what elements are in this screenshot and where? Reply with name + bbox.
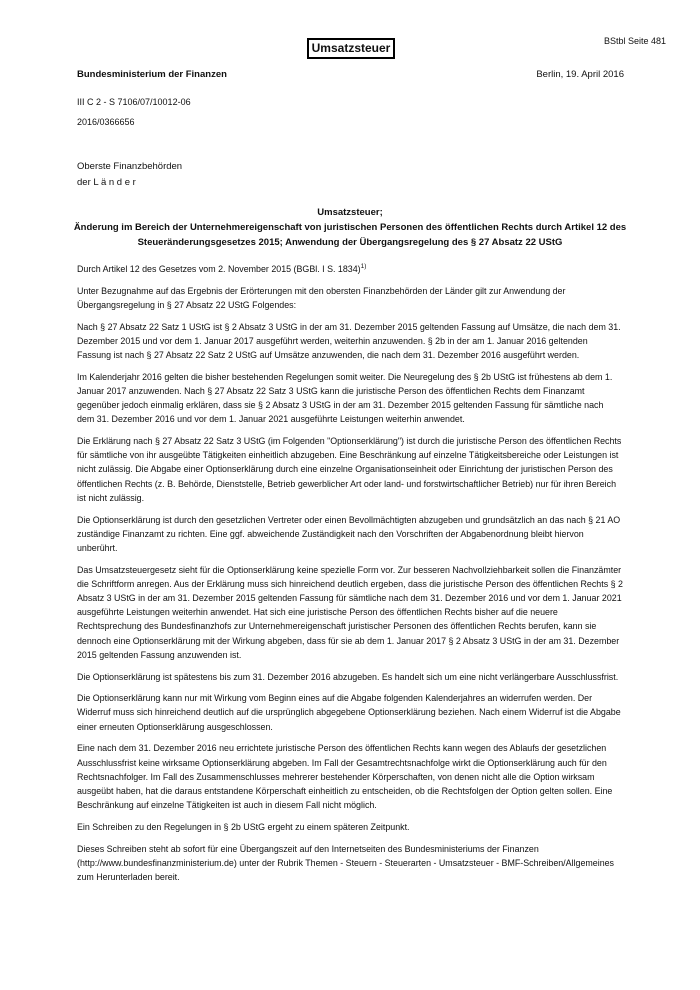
paragraph: Die Optionserklärung ist durch den gesetzlichen Vertreter oder einen Bevollmächtigten abzugeben und grundsätzlich an das nach § 21 AO zuständige Finanzamt zu richten. Eine ggf. abweichende Zuständigkeit nach den Vorschriften der Abgabenordnung bleibt hiervon unberührt. [77,514,621,553]
paragraph-intro [77,262,623,276]
paragraph: Eine nach dem 31. Dezember 2016 neu errichtete juristische Person des öffentlichen Rechts kann wegen des Ablaufs der gesetzlichen Ausschlussfrist keine wirksame Optionserklärung abgeben. Im Fall der Gesamtrechtsnachfolge wirkt die Optionserklärung auch für den Rechtsnachfolger. Im Fall des Zusammenschlusses mehrerer bestehender Körperschaften, von denen nicht alle die Option wirksam ausgeübt haben, hat die daraus entstandene Körperschaft einheitlich zu entscheiden, ob die Rechtsfolgen der Option gelten sollen. Eine Beschränkung auf einzelne Tätigkeiten ist auch in diesem Fall nicht möglich. [77,743,613,811]
letter-body [77,262,623,892]
paragraph: Die Optionserklärung ist spätestens bis zum 31. Dezember 2016 abzugeben. Es handelt sich um eine nicht verlängerbare Ausschlussfrist. [77,671,619,682]
paragraph: Dieses Schreiben steht ab sofort für eine Übergangszeit auf den Internetseiten des Bundesministeriums der Finanzen (http://www.bundesfinanzministerium.de) unter der Rubrik Themen - Steuern - Steuerarten - Umsatzsteuer - BMF-Schreiben/Allgemeines zum Herunterladen bereit. [77,843,614,883]
paragraph: Im Kalenderjahr 2016 gelten die bisher bestehenden Regelungen somit weiter. Die Neuregelung des § 2b UStG ist frühestens ab dem 1. Januar 2017 anzuwenden. Nach § 27 Absatz 22 Satz 3 UStG kann die juristische Person des öffentlichen Rechts dem Finanzamt gegenüber jedoch einmalig erklären, dass sie § 2 Absatz 3 UStG in der am 31. Dezember 2015 geltenden Fassung für sämtliche nach dem 31. Dezember 2016 und vor dem 1. Januar 2021 ausgeführte Leistungen weiterhin anwendet. [77,371,613,425]
sender-ministry: Bundesministerium der Finanzen [77,69,227,80]
document-number: 2016/0366656 [77,117,135,127]
paragraph: Die Erklärung nach § 27 Absatz 22 Satz 3 UStG (im Folgenden "Optionserklärung") ist durch die juristische Person des öffentlichen Rechts für sämtliche von ihr ausgeübte Tätigkeiten einheitlich abzugeben. Eine Beschränkung auf einzelne Tätigkeitsbereiche oder Leistungen ist nicht zulässig. Die Abgabe einer Optionserklärung durch eine einzelne Organisationseinheit oder Einrichtung der juristischen Person des öffentlichen Rechts (z. B. Behörde, Dienststelle, Betrieb gewerblicher Art oder land- und forstwirtschaftlicher Betrieb) nur für ihren Bereich ist nicht zulässig. [77,436,622,503]
paragraph: Ein Schreiben zu den Regelungen in § 2b UStG ergeht zu einem späteren Zeitpunkt. [77,821,410,832]
recipient-line-1: Oberste Finanzbehörden [77,161,183,172]
paragraph: Unter Bezugnahme auf das Ergebnis der Erörterungen mit den obersten Finanzbehörden der Länder gilt zur Anwendung der Übergangsregelung in § 27 Absatz 22 UStG Folgendes: [77,285,566,310]
document-category-box: Umsatzsteuer [307,38,395,59]
intro-text: Durch Artikel 12 des Gesetzes vom 2. November 2015 (BGBl. I S. 1834) [77,264,361,274]
reference-block [77,92,191,132]
city-date: Berlin, 19. April 2016 [536,69,624,80]
recipient-line-2: der L ä n d e r [77,177,136,188]
recipient-block [77,159,182,191]
subject-heading [62,205,638,250]
subject-title: Umsatzsteuer; [317,207,383,218]
footnote-marker: 1) [360,263,367,271]
page-reference: BStbl Seite 481 [603,36,666,46]
paragraph: Nach § 27 Absatz 22 Satz 1 UStG ist § 2 Absatz 3 UStG in der am 31. Dezember 2015 geltenden Fassung auf Umsätze, die nach dem 31. Dezember 2015 und vor dem 1. Januar 2017 ausgeführt werden, weiterhin anzuwenden. § 2b in der am 1. Januar 2016 geltenden Fassung ist nach § 27 Absatz 22 Satz 2 UStG auf Umsätze anzuwenden, die nach dem 31. Dezember 2016 ausgeführt werden. [77,321,621,361]
paragraph: Die Optionserklärung kann nur mit Wirkung vom Beginn eines auf die Abgabe folgenden Kalenderjahres an widerrufen werden. Der Widerruf muss sich hinreichend deutlich auf die ursprünglich abgegebene Optionserklärung beziehen. Nach einem Widerruf ist die Abgabe einer erneuten Optionserklärung ausgeschlossen. [77,693,621,732]
paragraph: Das Umsatzsteuergesetz sieht für die Optionserklärung keine spezielle Form vor. Zur besseren Nachvollziehbarkeit sollen die Finanzämter die Schriftform anregen. Aus der Erklärung muss sich hinreichend deutlich ergeben, dass die juristische Person des öffentlichen Rechts § 2 Absatz 3 UStG in der am 31. Dezember 2015 geltenden Fassung für sämtliche nach dem 31. Dezember 2016 und vor dem 1. Januar 2021 ausgeführte Leistungen weiterhin anwendet. Hat sich eine juristische Person des öffentlichen Rechts bisher auf die neuere Rechtsprechung des Bundesfinanzhofs zur Unternehmereigenschaft juristischer Personen des öffentlichen Rechts berufen, kann sie dennoch eine Optionserklärung mit der Wirkung abgeben, dass für sie ab dem 1. Januar 2017 § 2 Absatz 3 UStG in der am 31. Dezember 2015 geltenden Fassung anzuwenden ist. [77,564,623,660]
reference-number: III C 2 - S 7106/07/10012-06 [77,97,191,107]
subject-detail: Änderung im Bereich der Unternehmereigenschaft von juristischen Personen des öffentlichen Rechts durch Artikel 12 des Steueränderungsgesetzes 2015; Anwendung der Übergangsregelung des § 27 Absatz 22 UStG [73,222,627,248]
